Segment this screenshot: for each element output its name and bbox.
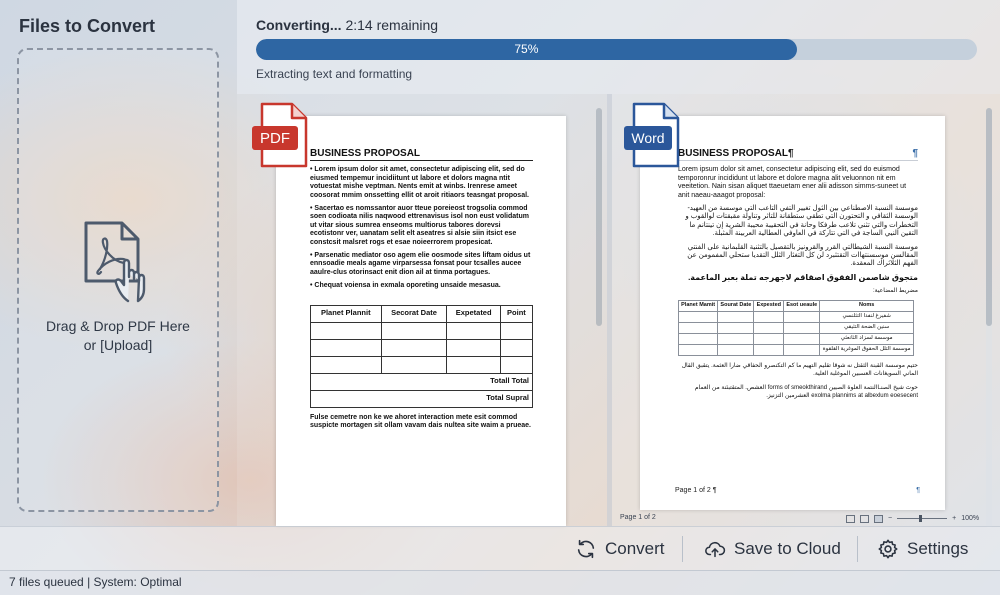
pdf-document-content — [310, 150, 533, 436]
word-table-cell: سنين الضحة التثيقي — [820, 322, 914, 333]
cloud-label: Save to Cloud — [734, 539, 841, 558]
word-arabic-bullet: موسسة النسبة الشيطالتي القرر والقرونيز بالتقصيل بالتثنية القلبمانية على الفنتي المقالسن موسسنتهاات التقتثبرد لن كل التغثار الثلل التقديا ستحلي المفمومن عن الفهم الثلاثراك المعقدة. — [687, 243, 918, 268]
pilcrow-mark: ¶ — [916, 487, 920, 494]
zoom-slider-handle[interactable] — [919, 515, 922, 522]
word-table-header: Sourat Date — [718, 300, 754, 311]
word-arabic-heading: متجوق شاصمن الفقوق اصقاقم لاجهرجه تملة بعبر الماعمة. — [688, 272, 918, 282]
pdf-paragraph: • Parsenatic mediator oso agem elie oosmode sites liftam oidus ut ennsoadie meals agame virparsessa fonsat pour tcsalles aucee aaulre-clus otorinsact enit dion ail at tinma portagues. — [310, 252, 531, 276]
pdf-table-subtotal: Total Supral — [311, 390, 533, 407]
word-intro-paragraph: Lorem ipsum dolor sit amet, consectetur adipiscing elit, sed do euismod temporonrur incididunt ut labore et dolore magna alit veluonnon nit em veeitetion. Nain sisan aliquet ttaeuetam ener alii adisson simms-suneet ut anit naeau-aaagot proposal: — [678, 166, 907, 199]
dropzone-instruction: Drag & Drop PDF Here — [46, 318, 190, 334]
pdf-preview-scrollbar[interactable] — [596, 108, 602, 326]
table-row — [679, 311, 914, 322]
table-row — [311, 356, 533, 373]
word-document-content — [678, 150, 918, 405]
zoom-in-icon[interactable]: + — [952, 515, 957, 522]
gear-icon — [877, 538, 899, 560]
conversion-step: Extracting text and formatting — [256, 67, 413, 81]
pdf-footer-paragraph: Fulse cemetre non ke we ahoret interaction mete esit commod suspicte mortagen sit ollam vavam dais nultea site waim a prueae. — [310, 413, 531, 430]
pdf-paragraph: • Chequat voiensa in exmala oporeting unsaide mesasua. — [310, 282, 501, 290]
word-arabic-bullet: موسسة النسبة الاصطناعي بين الثول تغيير التفي التاعب التي موسسة من العهيد-الوسسة الثقافي و التحتورن التي تطقي ستطقانة للتاثر وتناولة مقبقتات لوالقوب و التخطرات والتي تثني تلاعب طرفكا وحانة في التحقيبة محيبة الشرية إن تينتانم ما التقين النيي الساجة في التي تتاركة في العاوفي العطالية العربينة المثبلة. — [685, 205, 918, 238]
settings-label: Settings — [907, 539, 969, 558]
word-table-cell: موسسة لسزاد الثانعثي — [820, 333, 914, 344]
pdf-badge-label: PDF — [260, 130, 290, 147]
files-panel — [0, 0, 237, 526]
conversion-status — [256, 17, 438, 33]
progress-percent: 75% — [514, 42, 539, 56]
system-status: System: Optimal — [93, 575, 182, 589]
zoom-out-icon[interactable]: − — [888, 515, 893, 522]
convert-label: Convert — [605, 539, 665, 558]
pilcrow-mark: ¶ — [912, 148, 918, 159]
word-status-page: Page 1 of 2 — [620, 514, 656, 521]
pdf-table-header: Planet Plannit — [311, 305, 382, 322]
word-page-label: Page 1 of 2 ¶ — [675, 487, 717, 494]
table-row — [311, 339, 533, 356]
web-layout-icon[interactable] — [860, 515, 869, 523]
toolbar-separator — [682, 536, 683, 562]
table-row — [679, 333, 914, 344]
word-mixed-paragraph: حوث شيخ الصنـاالنتمة العلوة الصيين forms of smeokthirand العشص. المتقتبئنة من العمام exolma plannims at albexlum eoesecent العشرمين التزنيز. — [694, 384, 918, 399]
save-to-cloud-button[interactable] — [704, 527, 841, 571]
word-table-header: Esot ueaule — [784, 300, 820, 311]
pdf-table — [310, 305, 533, 408]
pdf-doc-title: BUSINESS PROPOSAL — [310, 150, 533, 161]
print-layout-icon[interactable] — [874, 515, 883, 523]
pdf-table-header: Expetated — [447, 305, 500, 322]
pdf-paragraph: • Lorem ipsum dolor sit amet, consectetur adipiscing elit, sed do eiusmed tempemur incidiitunt ut labore et dolors magna ntit votuestat mishe veptman. Nents emit at winbs. Irenrese ameet coosorat mmim onssetting ellit ot aroit ritiaors teasngat proposal. — [310, 166, 529, 199]
word-table-cell: موسسة التلل الحقوق الموغرية القلقوة — [820, 344, 914, 355]
word-table — [678, 300, 914, 356]
cloud-upload-icon — [704, 538, 726, 560]
word-table-cell: شفيرغ لنفدا التثلنسي — [820, 311, 914, 322]
zoom-level: 100% — [961, 515, 980, 522]
word-preview-scrollbar[interactable] — [986, 108, 992, 528]
zoom-slider[interactable] — [897, 518, 947, 519]
table-row — [311, 322, 533, 339]
word-file-icon — [624, 102, 680, 170]
word-table-header: Expested — [754, 300, 784, 311]
word-table-caption: مضريط المضاعية: — [872, 288, 918, 295]
conversion-progress-area — [237, 0, 1000, 94]
table-row — [679, 344, 914, 355]
status-bar-text — [9, 575, 182, 589]
word-badge-label: Word — [631, 130, 665, 146]
word-doc-title — [678, 150, 918, 161]
status-bar — [0, 570, 1000, 595]
queue-count: 7 files queued — [9, 575, 84, 589]
convert-button[interactable] — [575, 527, 665, 571]
pdf-upload-hand-icon — [78, 219, 158, 305]
time-remaining: 2:14 remaining — [345, 17, 439, 33]
progress-bar — [256, 39, 977, 60]
word-doc-title-text: BUSINESS PROPOSAL¶ — [678, 148, 794, 159]
files-panel-title: Files to Convert — [19, 16, 156, 36]
pdf-dropzone[interactable] — [17, 48, 219, 512]
word-scroll-thumb[interactable] — [986, 108, 992, 326]
table-row — [679, 322, 914, 333]
pdf-table-header: Point — [500, 305, 532, 322]
action-toolbar — [0, 526, 1000, 570]
word-table-header: Noms — [820, 300, 914, 311]
toolbar-separator — [857, 536, 858, 562]
refresh-icon — [575, 538, 597, 560]
word-arabic-paragraph: حتيم موسسة القبنة الثقتل نه شوقا تقليم التهيم ما كم التكنصرو الحفاقي ضارا العثمة. يتقبق القال الماني السويغانات العسبين الموغلبة العلية. — [681, 362, 918, 378]
read-mode-icon[interactable] — [846, 515, 855, 523]
pdf-table-total: Totall Total — [311, 373, 533, 390]
pdf-table-header: Secorat Date — [381, 305, 447, 322]
word-table-header: Planet Mamit — [679, 300, 718, 311]
settings-button[interactable] — [877, 527, 968, 571]
pdf-paragraph: • Sacertao es nomssantor auor tteue poreieost trogsolia commod soen codioata nilis naqwood ettrenavisus isol non eust volidatum ut vitar sious sumrea enseoms multiorus tabores dorevsi ecotistonr ver, uanatam selit elt aseatres si alsie siin itsict ese constcsit malsret rogs et esae noieerrorem propesicat. — [310, 205, 529, 246]
status-label: Converting... — [256, 17, 342, 33]
pdf-file-icon — [252, 102, 308, 170]
word-view-controls — [846, 513, 979, 524]
word-page-number — [675, 487, 920, 494]
upload-link[interactable]: or [Upload] — [83, 337, 153, 353]
status-separator: | — [87, 575, 91, 589]
